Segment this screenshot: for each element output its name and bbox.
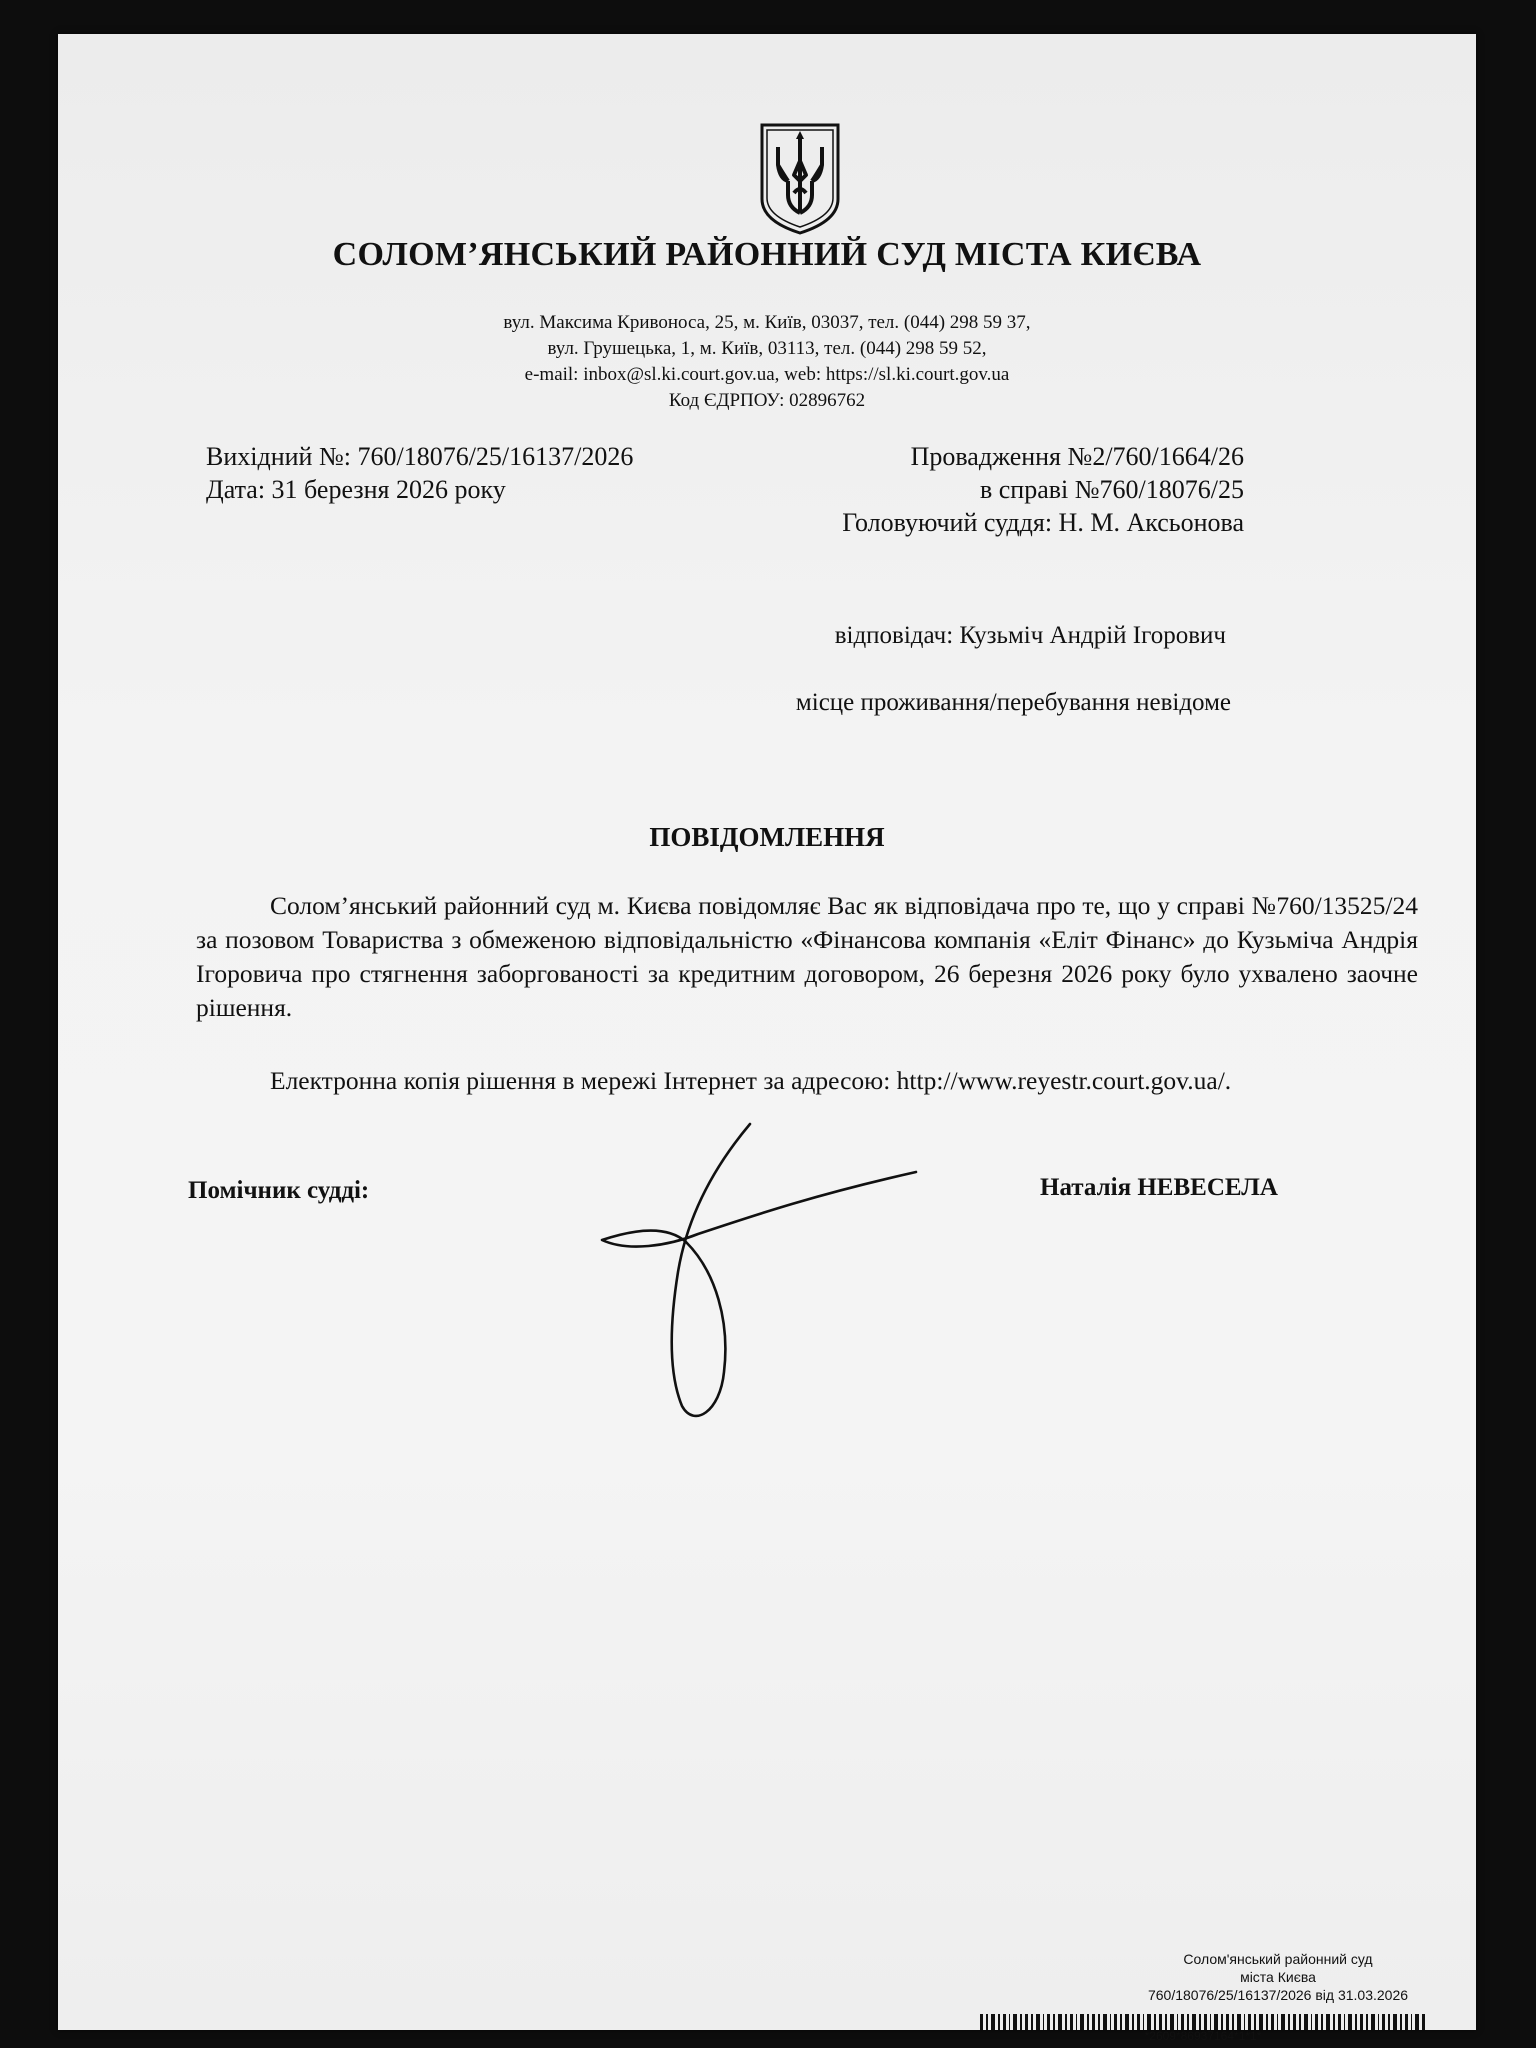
document-date: Дата: 31 березня 2026 року xyxy=(206,475,506,504)
case-number: в справі №760/18076/25 xyxy=(979,475,1244,504)
court-edrpou: Код ЄДРПОУ: 02896762 xyxy=(668,390,866,411)
court-contacts: e-mail: inbox@sl.ki.court.gov.ua, web: https://sl.ki.court.gov.ua xyxy=(524,364,1010,385)
stamp-city-line: міста Києва xyxy=(1240,1969,1316,1985)
registration-stamp xyxy=(1058,1950,1498,2004)
court-address-2: вул. Грушецька, 1, м. Київ, 03113, тел. (044) 298 59 52, xyxy=(547,338,987,359)
barcode-number: *2609*86937164*1*1* xyxy=(1144,2029,1262,2043)
case-info xyxy=(842,440,1244,539)
court-address-1: вул. Максима Кривоноса, 25, м. Київ, 03037, тел. (044) 298 59 37, xyxy=(503,312,1031,333)
notice-title: ПОВІДОМЛЕННЯ xyxy=(649,822,885,852)
proceeding-number: Провадження №2/760/1664/26 xyxy=(910,442,1244,471)
outgoing-number: Вихідний №: 760/18076/25/16137/2026 xyxy=(206,442,634,471)
defendant-residence: місце проживання/перебування невідоме xyxy=(795,689,1231,716)
coat-of-arms-icon xyxy=(758,121,842,237)
presiding-judge: Головуючий суддя: Н. М. Аксьонова xyxy=(842,508,1244,537)
outgoing-info xyxy=(206,440,633,506)
defendant-name: відповідач: Кузьміч Андрій Ігорович xyxy=(834,622,1226,649)
court-name: СОЛОМ’ЯНСЬКИЙ РАЙОННИЙ СУД МІСТА КИЄВА xyxy=(332,236,1202,273)
signer-position: Помічник судді: xyxy=(188,1177,370,1204)
document-page xyxy=(58,34,1476,2043)
barcode xyxy=(980,2014,1426,2030)
stamp-court-line: Солом'янський районний суд xyxy=(1183,1951,1373,1967)
notice-paragraph: Солом’янський районний суд м. Києва повідомляє Вас як відповідача про те, що у справі №760/13525/24 за позовом Товариства з обмеженою відповідальністю «Фінансова компанія «Еліт Фінанс» до Кузьміча Андрія Ігоровича про стягнення заборгованості за кредитним договором, 26 березня 2026 року було ухвалено заочне рішення. xyxy=(196,891,1418,1022)
registry-link-line: Електронна копія рішення в мережі Інтернет за адресою: http://www.reyestr.court.gov.ua/. xyxy=(270,1066,1232,1095)
handwritten-signature xyxy=(598,1122,928,1422)
signer-name: Наталія НЕВЕСЕЛА xyxy=(1040,1174,1278,1201)
stamp-registration-line: 760/18076/25/16137/2026 від 31.03.2026 xyxy=(1147,1987,1409,2003)
